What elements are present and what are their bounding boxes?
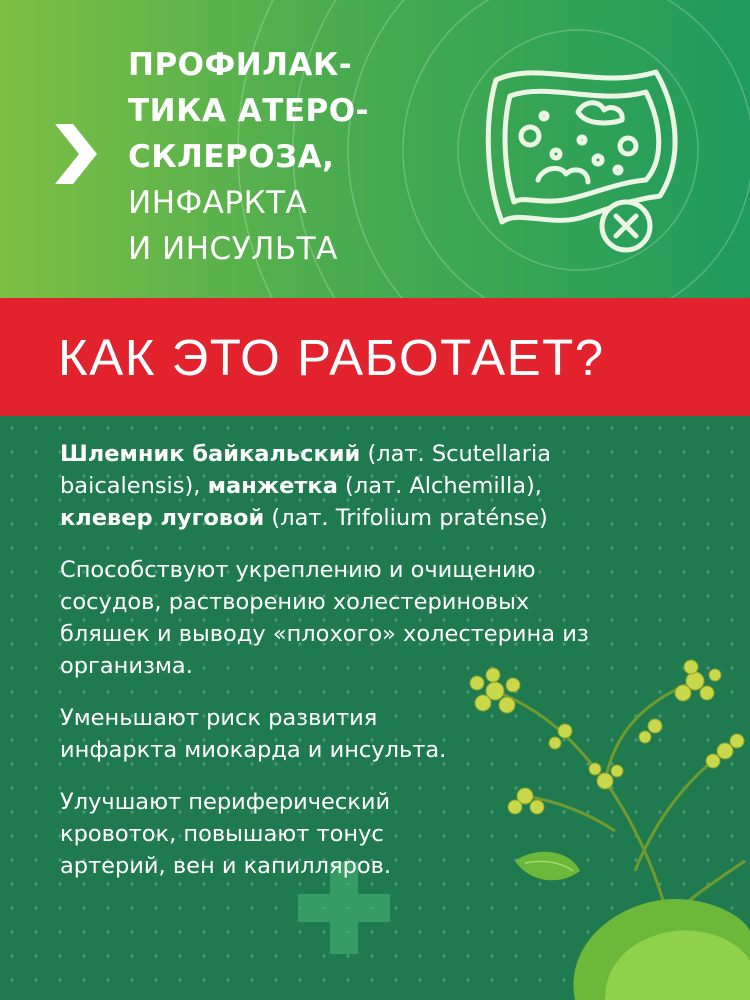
herb-latin-2: (лат. Alchemilla), bbox=[337, 473, 542, 499]
headline bbox=[128, 42, 468, 272]
section-banner bbox=[0, 298, 750, 416]
herbs-paragraph bbox=[60, 438, 630, 534]
headline-line-4: ИНФАРКТА bbox=[128, 185, 308, 221]
benefit-paragraph-1: Способствуют укреплению и очищению сосудов, растворению холестериновых бляшек и выводу «плохого» холестерина из организма. bbox=[60, 557, 589, 679]
hero-section bbox=[0, 0, 750, 298]
herb-name-1: Шлемник байкальский bbox=[60, 441, 361, 467]
herb-name-3: клевер луговой bbox=[60, 505, 265, 531]
headline-line-2: ТИКА АТЕРО- bbox=[128, 93, 369, 129]
blood-vessel-plaque-icon bbox=[478, 50, 698, 260]
headline-line-1: ПРОФИЛАК- bbox=[128, 47, 353, 83]
herb-latin-3: (лат. Trifolium praténse) bbox=[264, 505, 548, 531]
headline-line-5: И ИНСУЛЬТА bbox=[128, 231, 338, 267]
description-text bbox=[60, 438, 630, 902]
benefit-paragraph-2: Уменьшают риск развития инфаркта миокарда и инсульта. bbox=[60, 705, 447, 763]
headline-line-3: СКЛЕРОЗА, bbox=[128, 139, 335, 175]
benefit-paragraph-3: Улучшают периферический кровоток, повышают тонус артерий, вен и капилляров. bbox=[60, 789, 392, 879]
content-section bbox=[0, 416, 750, 1000]
herb-name-2: манжетка bbox=[207, 473, 338, 499]
chevron-right-icon bbox=[55, 124, 97, 184]
herb-latin-1: (лат. Scutellaria baicalensis), bbox=[60, 441, 551, 499]
section-title: КАК ЭТО РАБОТАЕТ? bbox=[58, 329, 605, 386]
